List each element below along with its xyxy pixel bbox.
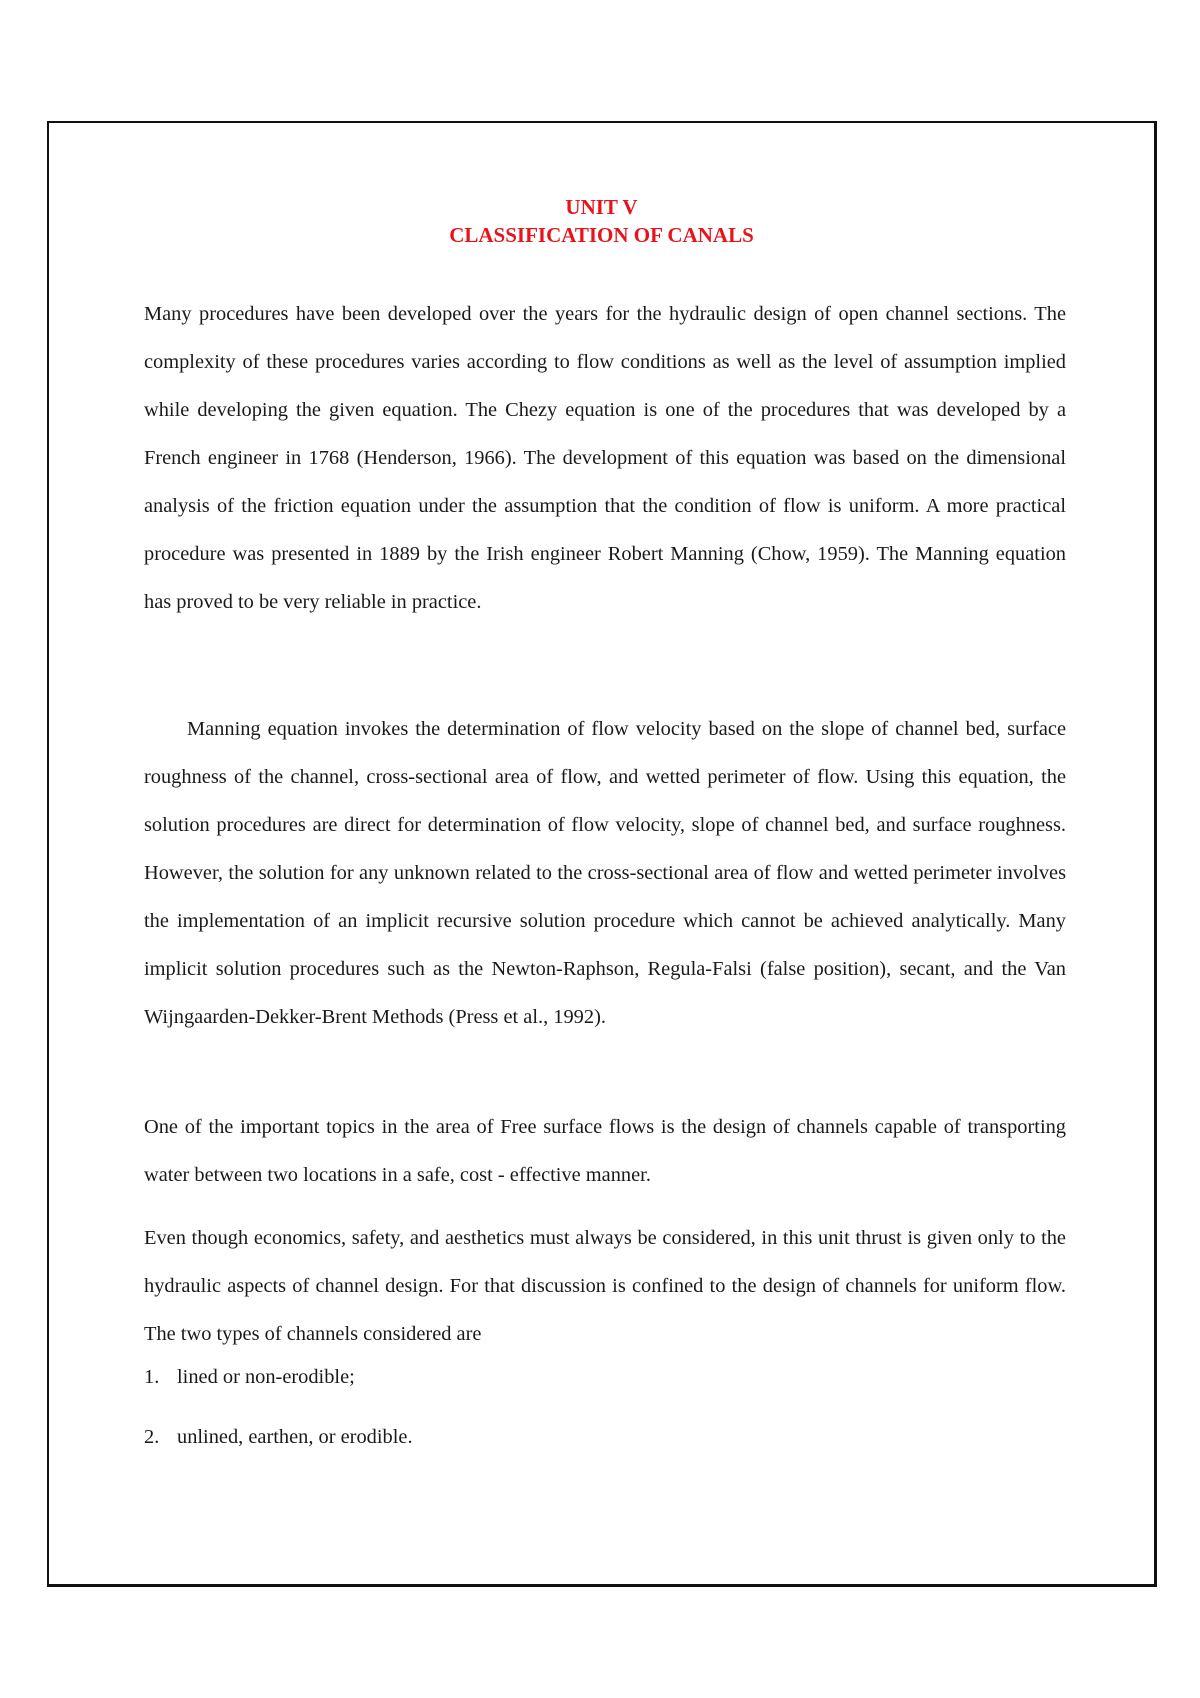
paragraph-manning: Manning equation invokes the determination of flow velocity based on the slope of channel bed, surface roughness of the channel, cross-sectional area of flow, and wetted perimeter of flow. Using this equation, the solution procedures are direct for determination of flow velocity, slope of channel bed, and surface roughness. However, the solution for any unknown related to the cross-sectional area of flow and wetted perimeter involves the implementation of an implicit recursive solution procedure which cannot be achieved analytically. Many implicit solution procedures such as the Newton-Raphson, Regula-Falsi (false position), secant, and the Van Wijngaarden-Dekker-Brent Methods (Press et al., 1992). (144, 718, 1066, 1028)
page-frame (47, 121, 1157, 1587)
unit-heading: UNIT V (565, 195, 638, 219)
list-item-text: lined or non-erodible; (177, 1366, 355, 1388)
paragraph-intro: Many procedures have been developed over the years for the hydraulic design of open channel sections. The complexity of these procedures varies according to flow conditions as well as the level of assumption implied while developing the given equation. The Chezy equation is one of the procedures that was developed by a French engineer in 1768 (Henderson, 1966). The development of this equation was based on the dimensional analysis of the friction equation under the assumption that the condition of flow is uniform. A more practical procedure was presented in 1889 by the Irish engineer Robert Manning (Chow, 1959). The Manning equation has proved to be very reliable in practice. (144, 303, 1066, 613)
page-title: CLASSIFICATION OF CANALS (449, 223, 754, 247)
list-item-number: 1. (144, 1366, 160, 1388)
list-item-number: 2. (144, 1426, 160, 1448)
list-item (144, 1426, 413, 1449)
paragraph-free-surface: One of the important topics in the area of Free surface flows is the design of channels capable of transporting water between two locations in a safe, cost - effective manner. (144, 1116, 1066, 1186)
list-item (144, 1366, 355, 1389)
list-item-text: unlined, earthen, or erodible. (177, 1426, 413, 1448)
paragraph-economics: Even though economics, safety, and aesthetics must always be considered, in this unit thrust is given only to the hydraulic aspects of channel design. For that discussion is confined to the design of channels for uniform flow. The two types of channels considered are (144, 1227, 1066, 1345)
